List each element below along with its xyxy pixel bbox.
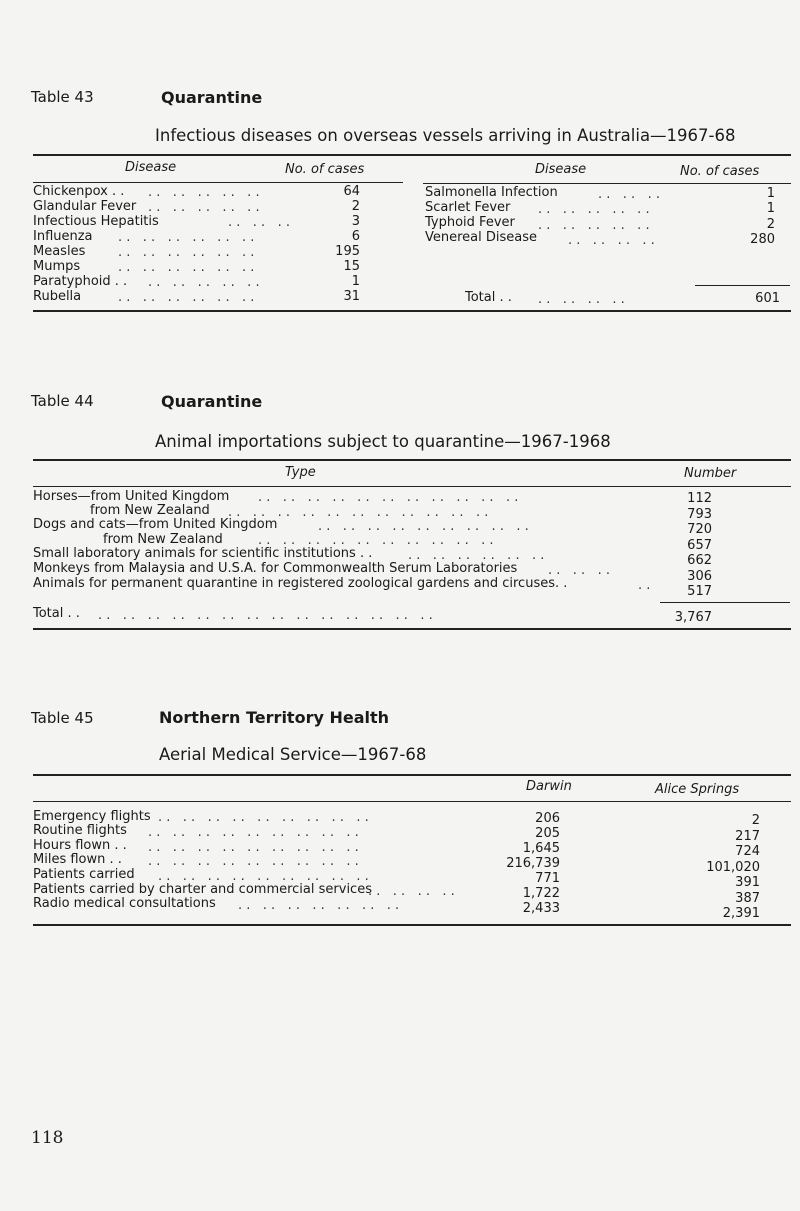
leader-dots: . . . . . . . . . . . . . .	[238, 898, 400, 913]
table-row-label: Typhoid Fever	[425, 215, 515, 230]
t45-header-darwin: Darwin	[526, 779, 572, 794]
table-row-label: Radio medical consultations	[33, 896, 216, 911]
t44-total-value: 3,767	[674, 610, 712, 625]
table-row-darwin: 216,739	[506, 856, 560, 871]
table-row-darwin: 1,645	[522, 841, 560, 856]
t43-header-disease-2: Disease	[535, 162, 587, 177]
table-row-alice: 2,391	[722, 906, 760, 921]
table-row-label: Patients carried	[33, 867, 135, 882]
t44-header-number: Number	[684, 466, 737, 481]
table-row-value: 195	[335, 244, 360, 259]
table-row-label: Patients carried by charter and commercial services	[33, 882, 372, 897]
table-row-value: 15	[343, 259, 360, 274]
leader-dots: . .	[638, 578, 651, 593]
table-row-alice: 101,020	[706, 860, 760, 875]
table-45-bottom-rule	[33, 924, 791, 926]
table-row-value: 280	[750, 232, 775, 247]
leader-dots: . . . . . . . . . . . . . . . . . .	[158, 869, 369, 884]
table-row-value: 1	[351, 274, 360, 289]
t44-header-type: Type	[285, 465, 316, 480]
leader-dots: . . . . . . . . . . . . . . . . . . . . . .	[258, 490, 519, 505]
leader-dots: . . . . . . . . . . . . . . . . . . . . . . . . . . . .	[98, 608, 433, 623]
t45-header-rule	[33, 801, 791, 802]
table-row-label: Paratyphoid . .	[33, 274, 128, 289]
table-row-darwin: 205	[535, 826, 560, 841]
t43-header-rule-right	[423, 183, 791, 184]
leader-dots: . . . . . . . . . .	[148, 185, 260, 200]
leader-dots: . . . . . .	[228, 215, 290, 230]
leader-dots: . . . . . . . .	[538, 292, 625, 307]
page-number: 118	[31, 1128, 64, 1148]
leader-dots: . . . . . . . . . . . .	[408, 548, 545, 563]
table-row-value: 2	[766, 217, 775, 232]
table-44-title: Quarantine	[161, 392, 263, 411]
t44-header-rule	[33, 486, 791, 487]
table-row-label: Emergency flights	[33, 809, 151, 824]
table-43-title: Quarantine	[161, 88, 263, 107]
table-row-label: Small laboratory animals for scientific institutions . .	[33, 546, 373, 561]
table-row-value: 6	[351, 229, 360, 244]
leader-dots: . . . . . . . .	[368, 884, 455, 899]
table-row-label: Venereal Disease	[425, 230, 538, 245]
table-row-label: Infectious Hepatitis	[33, 214, 159, 229]
table-row-value: 306	[687, 569, 712, 584]
table-row-value: 662	[687, 553, 712, 568]
t43-total-value: 601	[755, 291, 780, 306]
leader-dots: . . . . . . . . . . . .	[118, 230, 255, 245]
table-row-darwin: 206	[535, 811, 560, 826]
t43-header-disease-1: Disease	[125, 160, 177, 175]
table-row-label: Salmonella Infection	[425, 185, 558, 200]
t44-total-rule	[660, 602, 790, 603]
leader-dots: . . . . . .	[548, 563, 610, 578]
t43-header-cases-1: No. of cases	[285, 162, 365, 177]
table-44-subtitle: Animal importations subject to quarantine—1967-1968	[155, 432, 611, 451]
t43-header-rule-left	[33, 182, 403, 183]
table-row-value: 2	[351, 199, 360, 214]
t44-total-label: Total . .	[33, 606, 80, 621]
leader-dots: . . . . . .	[598, 187, 660, 202]
leader-dots: . . . . . . . . . .	[148, 200, 260, 215]
table-44-top-rule	[33, 459, 791, 461]
table-row-value: 1	[766, 186, 775, 201]
table-row-label: Measles	[33, 244, 86, 259]
leader-dots: . . . . . . . . . . . . . . . . . .	[148, 840, 359, 855]
table-row-value: 31	[343, 289, 360, 304]
table-43-top-rule	[33, 154, 791, 156]
leader-dots: . . . . . . . . . . . . . . . . . .	[158, 810, 369, 825]
leader-dots: . . . . . . . . . . . .	[118, 260, 255, 275]
table-row-label: Chickenpox . .	[33, 184, 125, 199]
table-row-label: Dogs and cats—from United Kingdom	[33, 517, 278, 532]
table-row-label: Routine flights	[33, 823, 127, 838]
leader-dots: . . . . . . . . . .	[538, 218, 650, 233]
table-row-label: from New Zealand	[103, 532, 223, 547]
table-row-label: Hours flown . .	[33, 838, 127, 853]
leader-dots: . . . . . . . . . . . . . . . . . .	[148, 825, 359, 840]
table-43-subtitle: Infectious diseases on overseas vessels arriving in Australia—1967-68	[155, 126, 736, 145]
table-45-subtitle: Aerial Medical Service—1967-68	[159, 745, 427, 764]
table-row-value: 1	[766, 201, 775, 216]
table-row-alice: 724	[735, 844, 760, 859]
t43-total-label: Total . .	[465, 290, 512, 305]
table-row-value: 3	[351, 214, 360, 229]
table-45-top-rule	[33, 774, 791, 776]
table-row-label: Influenza	[33, 229, 93, 244]
table-row-label: Rubella	[33, 289, 82, 304]
table-row-label: from New Zealand	[90, 503, 210, 518]
table-row-value: 793	[687, 507, 712, 522]
table-row-value: 64	[343, 184, 360, 199]
table-43-bottom-rule	[33, 310, 791, 312]
table-44-number: Table 44	[31, 392, 94, 410]
leader-dots: . . . . . . . . . .	[148, 275, 260, 290]
table-43-number: Table 43	[31, 88, 94, 106]
leader-dots: . . . . . . . . . . . . . . . . . .	[318, 519, 529, 534]
table-row-alice: 387	[735, 891, 760, 906]
table-row-darwin: 771	[535, 871, 560, 886]
leader-dots: . . . . . . . . . . . . . . . . . .	[148, 854, 359, 869]
table-row-label: Monkeys from Malaysia and U.S.A. for Commonwealth Serum Laboratories	[33, 561, 518, 576]
table-row-value: 517	[687, 584, 712, 599]
table-row-darwin: 2,433	[522, 901, 560, 916]
t43-header-cases-2: No. of cases	[680, 164, 760, 179]
leader-dots: . . . . . . . .	[568, 233, 655, 248]
table-row-label: Horses—from United Kingdom	[33, 489, 230, 504]
table-row-label: Scarlet Fever	[425, 200, 511, 215]
table-row-label: Miles flown . .	[33, 852, 122, 867]
table-row-value: 112	[687, 491, 712, 506]
leader-dots: . . . . . . . . . . . .	[118, 245, 255, 260]
leader-dots: . . . . . . . . . .	[538, 202, 650, 217]
t45-header-alice: Alice Springs	[655, 782, 740, 797]
leader-dots: . . . . . . . . . . . . . . . . . . . .	[258, 533, 494, 548]
table-row-label: Mumps	[33, 259, 81, 274]
leader-dots: . . . . . . . . . . . .	[118, 290, 255, 305]
table-row-darwin: 1,722	[522, 886, 560, 901]
table-row-label: Animals for permanent quarantine in registered zoological gardens and circuses. .	[33, 576, 568, 591]
table-row-alice: 217	[735, 829, 760, 844]
table-row-value: 720	[687, 522, 712, 537]
table-row-alice: 2	[751, 813, 760, 828]
table-row-label: Glandular Fever	[33, 199, 137, 214]
table-row-alice: 391	[735, 875, 760, 890]
table-45-number: Table 45	[31, 709, 94, 727]
t43-total-rule	[695, 285, 790, 286]
table-row-value: 657	[687, 538, 712, 553]
table-44-bottom-rule	[33, 628, 791, 630]
table-45-title: Northern Territory Health	[159, 708, 390, 727]
leader-dots: . . . . . . . . . . . . . . . . . . . . . .	[228, 505, 489, 520]
